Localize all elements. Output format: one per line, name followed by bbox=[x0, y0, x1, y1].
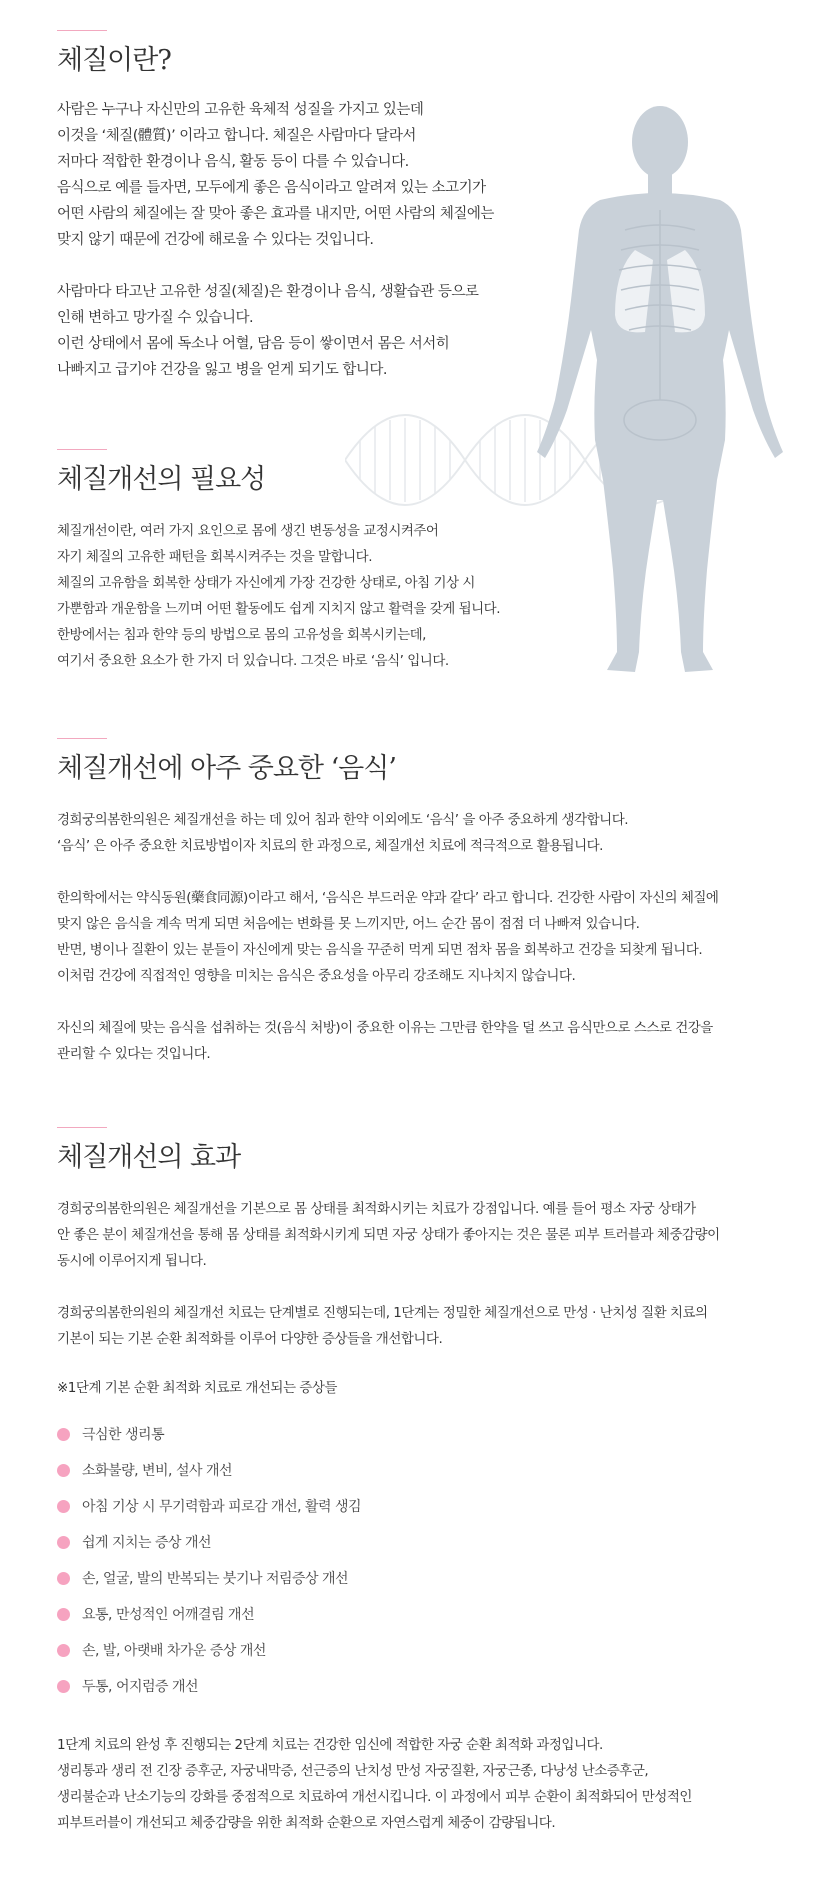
bullet-dot-icon bbox=[57, 1572, 70, 1585]
paragraph bbox=[57, 1196, 720, 1274]
text-line: 경희궁의봄한의원은 체질개선을 기본으로 몸 상태를 최적화시키는 치료가 강점입니다. 예를 들어 평소 자궁 상태가 bbox=[57, 1201, 696, 1218]
section-what-is-constitution bbox=[57, 30, 494, 383]
list-item bbox=[57, 1416, 720, 1452]
text-line: 생리통과 생리 전 긴장 증후군, 자궁내막증, 선근증의 난치성 만성 자궁질환, 자궁근종, 다낭성 난소증후군, bbox=[57, 1763, 649, 1780]
paragraph bbox=[57, 885, 718, 989]
text-line: 여기서 중요한 요소가 한 가지 더 있습니다. 그것은 바로 ‘음식’ 입니다. bbox=[57, 653, 449, 670]
section-title: 체질개선에 아주 중요한 ‘음식’ bbox=[57, 753, 396, 784]
text-line: 맞지 않은 음식을 계속 먹게 되면 처음에는 변화를 못 느끼지만, 어느 순간 몸이 점점 더 나빠져 있습니다. bbox=[57, 916, 640, 933]
paragraph bbox=[57, 807, 718, 859]
text-line: 체질개선이란, 여러 가지 요인으로 몸에 생긴 변동성을 교정시켜주어 bbox=[57, 523, 439, 540]
text-line: 이런 상태에서 몸에 독소나 어혈, 담음 등이 쌓이면서 몸은 서서히 bbox=[57, 336, 450, 353]
bullet-dot-icon bbox=[57, 1608, 70, 1621]
section-divider bbox=[57, 30, 107, 31]
list-item bbox=[57, 1632, 720, 1668]
text-line: 체질의 고유함을 회복한 상태가 자신에게 가장 건강한 상태로, 아침 기상 시 bbox=[57, 575, 475, 592]
text-line: 이처럼 건강에 직접적인 영향을 미치는 음식은 중요성을 아무리 강조해도 지나치지 않습니다. bbox=[57, 968, 576, 985]
section-divider bbox=[57, 449, 107, 450]
text-line: 경희궁의봄한의원은 체질개선을 하는 데 있어 침과 한약 이외에도 ‘음식’ 을 아주 중요하게 생각합니다. bbox=[57, 812, 629, 829]
text-line: 맞지 않기 때문에 건강에 해로울 수 있다는 것입니다. bbox=[57, 232, 374, 249]
list-item-label: 손, 발, 아랫배 차가운 증상 개선 bbox=[82, 1643, 266, 1660]
list-item-label: 요통, 만성적인 어깨결림 개선 bbox=[82, 1607, 255, 1624]
symptoms-note: ※1단계 기본 순환 최적화 치료로 개선되는 증상들 bbox=[57, 1380, 337, 1397]
section-title: 체질이란? bbox=[57, 45, 171, 76]
paragraph bbox=[57, 1732, 720, 1836]
list-item bbox=[57, 1560, 720, 1596]
section-food bbox=[57, 738, 718, 1067]
text-line: 관리할 수 있다는 것입니다. bbox=[57, 1046, 211, 1063]
paragraph bbox=[57, 279, 494, 383]
bullet-dot-icon bbox=[57, 1536, 70, 1549]
symptoms-list bbox=[57, 1416, 720, 1704]
text-line: 동시에 이루어지게 됩니다. bbox=[57, 1253, 207, 1270]
text-line: 가뿐함과 개운함을 느끼며 어떤 활동에도 쉽게 지치지 않고 활력을 갖게 됩니다. bbox=[57, 601, 501, 618]
list-item-label: 두통, 어지럼증 개선 bbox=[82, 1679, 199, 1696]
paragraph bbox=[57, 518, 500, 674]
bullet-dot-icon bbox=[57, 1680, 70, 1693]
text-line: 인해 변하고 망가질 수 있습니다. bbox=[57, 310, 254, 327]
text-line: 한방에서는 침과 한약 등의 방법으로 몸의 고유성을 회복시키는데, bbox=[57, 627, 426, 644]
text-line: 피부트러블이 개선되고 체중감량을 위한 최적화 순환으로 자연스럽게 체중이 감량됩니다. bbox=[57, 1815, 556, 1832]
list-item bbox=[57, 1452, 720, 1488]
text-line: 음식으로 예를 들자면, 모두에게 좋은 음식이라고 알려져 있는 소고기가 bbox=[57, 180, 486, 197]
list-item-label: 소화불량, 변비, 설사 개선 bbox=[82, 1463, 232, 1480]
section-divider bbox=[57, 1127, 107, 1128]
list-item-label: 극심한 생리통 bbox=[82, 1427, 165, 1444]
list-item bbox=[57, 1524, 720, 1560]
text-line: 한의학에서는 약식동원(藥食同源)이라고 해서, ‘음식은 부드러운 약과 같다’ 라고 합니다. 건강한 사람이 자신의 체질에 bbox=[57, 890, 719, 907]
text-line: 사람은 누구나 자신만의 고유한 육체적 성질을 가지고 있는데 bbox=[57, 102, 424, 119]
text-line: 자기 체질의 고유한 패턴을 회복시켜주는 것을 말합니다. bbox=[57, 549, 372, 566]
section-divider bbox=[57, 738, 107, 739]
section-effect bbox=[57, 1127, 720, 1836]
text-line: 사람마다 타고난 고유한 성질(체질)은 환경이나 음식, 생활습관 등으로 bbox=[57, 284, 479, 301]
text-line: 나빠지고 급기야 건강을 잃고 병을 얻게 되기도 합니다. bbox=[57, 362, 388, 379]
list-item-label: 손, 얼굴, 발의 반복되는 붓기나 저림증상 개선 bbox=[82, 1571, 349, 1588]
text-line: 안 좋은 분이 체질개선을 통해 몸 상태를 최적화시키게 되면 자궁 상태가 좋아지는 것은 물론 피부 트러블과 체중감량이 bbox=[57, 1227, 720, 1244]
paragraph bbox=[57, 1015, 718, 1067]
list-item bbox=[57, 1668, 720, 1704]
section-title: 체질개선의 효과 bbox=[57, 1142, 241, 1173]
bullet-dot-icon bbox=[57, 1428, 70, 1441]
list-item bbox=[57, 1488, 720, 1524]
section-need bbox=[57, 449, 500, 674]
text-line: 1단계 치료의 완성 후 진행되는 2단계 치료는 건강한 임신에 적합한 자궁 순환 최적화 과정입니다. bbox=[57, 1737, 603, 1754]
text-line: 기본이 되는 기본 순환 최적화를 이루어 다양한 증상들을 개선합니다. bbox=[57, 1331, 443, 1348]
list-item-label: 쉽게 지치는 증상 개선 bbox=[82, 1535, 212, 1552]
text-line: 자신의 체질에 맞는 음식을 섭취하는 것(음식 처방)이 중요한 이유는 그만큼 한약을 덜 쓰고 음식만으로 스스로 건강을 bbox=[57, 1020, 713, 1037]
text-line: 반면, 병이나 질환이 있는 분들이 자신에게 맞는 음식을 꾸준히 먹게 되면 점차 몸을 회복하고 건강을 되찾게 됩니다. bbox=[57, 942, 703, 959]
text-line: 저마다 적합한 환경이나 음식, 활동 등이 다를 수 있습니다. bbox=[57, 154, 409, 171]
section-title: 체질개선의 필요성 bbox=[57, 464, 266, 495]
bullet-dot-icon bbox=[57, 1500, 70, 1513]
text-line: 어떤 사람의 체질에는 잘 맞아 좋은 효과를 내지만, 어떤 사람의 체질에는 bbox=[57, 206, 494, 223]
bullet-dot-icon bbox=[57, 1644, 70, 1657]
text-line: ‘음식’ 은 아주 중요한 치료방법이자 치료의 한 과정으로, 체질개선 치료에 적극적으로 활용됩니다. bbox=[57, 838, 603, 855]
paragraph bbox=[57, 97, 494, 253]
list-item bbox=[57, 1596, 720, 1632]
paragraph bbox=[57, 1300, 720, 1352]
bullet-dot-icon bbox=[57, 1464, 70, 1477]
text-line: 이것을 ‘체질(體質)’ 이라고 합니다. 체질은 사람마다 달라서 bbox=[57, 128, 416, 145]
text-line: 생리불순과 난소기능의 강화를 중점적으로 치료하여 개선시킵니다. 이 과정에서 피부 순환이 최적화되어 만성적인 bbox=[57, 1789, 692, 1806]
text-line: 경희궁의봄한의원의 체질개선 치료는 단계별로 진행되는데, 1단계는 정밀한 체질개선으로 만성 · 난치성 질환 치료의 bbox=[57, 1305, 708, 1322]
list-item-label: 아침 기상 시 무기력함과 피로감 개선, 활력 생김 bbox=[82, 1499, 362, 1516]
